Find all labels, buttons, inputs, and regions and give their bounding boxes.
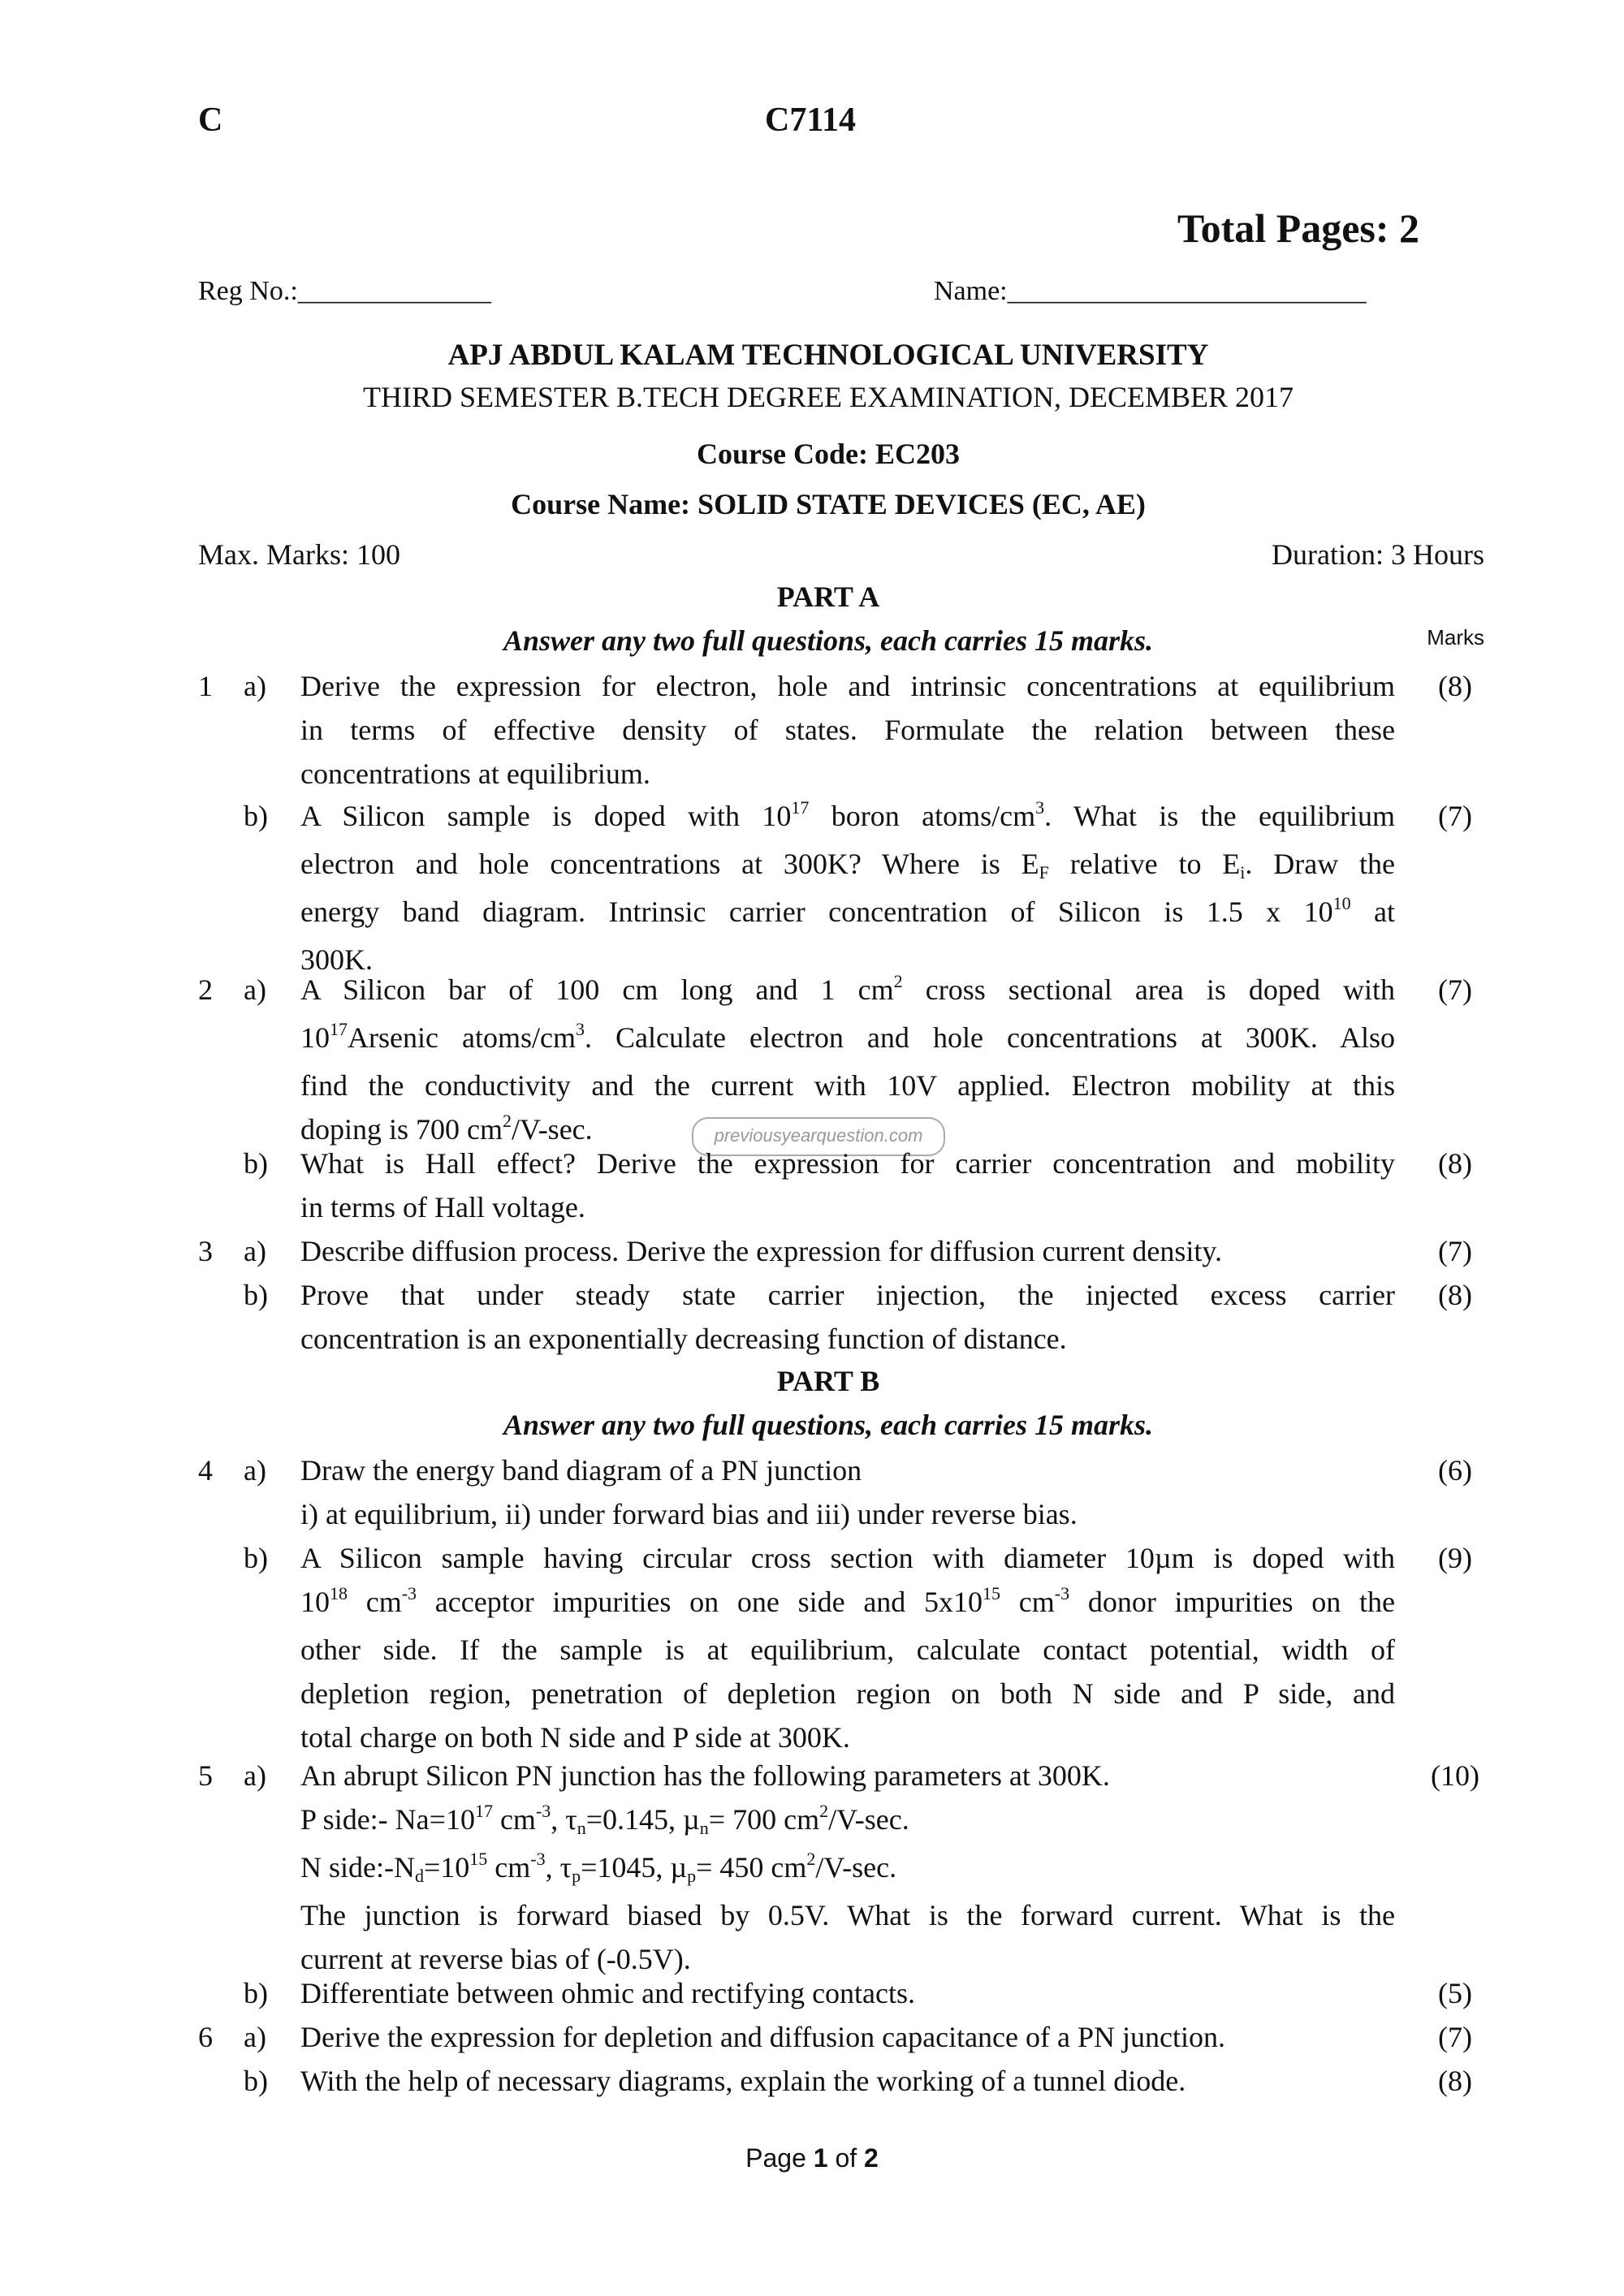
question-number: 3 xyxy=(198,1235,213,1267)
text-run: =0.145, µ xyxy=(585,1803,700,1836)
sub-label: b) xyxy=(244,800,268,832)
question-2b xyxy=(0,1142,1624,1229)
marks-value: (8) xyxy=(1438,2065,1472,2097)
question-5b xyxy=(0,1971,1624,2015)
part-a-heading: PART A xyxy=(776,580,880,613)
duration: Duration: 3 Hours xyxy=(1272,538,1484,571)
question-1b xyxy=(0,794,1624,976)
sub-label: b) xyxy=(244,1977,268,2009)
text-line xyxy=(300,1845,1395,1893)
text-run: Arsenic atoms/cm xyxy=(348,1021,576,1054)
course-name: Course Name: SOLID STATE DEVICES (EC, AE) xyxy=(511,488,1146,520)
question-number: 5 xyxy=(198,1759,213,1792)
superscript: 17 xyxy=(474,1801,493,1821)
name-field: Name:__________________________ xyxy=(934,276,1367,306)
superscript: 18 xyxy=(330,1583,348,1603)
question-3b xyxy=(0,1273,1624,1361)
superscript: -3 xyxy=(401,1583,417,1603)
text-run: . Calculate electron and hole concentrations at 300K. Also xyxy=(584,1021,1395,1054)
course-code: Course Code: EC203 xyxy=(697,438,960,470)
question-number: 6 xyxy=(198,2021,213,2053)
subscript: i xyxy=(1240,862,1246,883)
text-line: What is Hall effect? Derive the expression for carrier concentration and mobility xyxy=(300,1147,1395,1180)
superscript: -3 xyxy=(1054,1583,1070,1603)
question-4b xyxy=(0,1536,1624,1755)
text-line xyxy=(300,968,1395,1016)
text-run: cm xyxy=(487,1851,531,1884)
text-line: The junction is forward biased by 0.5V. What is the forward current. What is the xyxy=(300,1899,1395,1931)
text-run: energy band diagram. Intrinsic carrier concentration of Silicon is 1.5 x 10 xyxy=(300,896,1333,928)
sub-label: b) xyxy=(244,2065,268,2097)
superscript: 2 xyxy=(806,1849,816,1869)
question-text xyxy=(300,1273,1395,1361)
text-line: Prove that under steady state carrier injection, the injected excess carrier xyxy=(300,1279,1395,1311)
superscript: 3 xyxy=(575,1019,585,1039)
university-name: APJ ABDUL KALAM TECHNOLOGICAL UNIVERSITY xyxy=(447,339,1209,372)
subscript: F xyxy=(1039,862,1049,883)
text-run: , τ xyxy=(551,1803,577,1836)
sub-label: a) xyxy=(244,670,266,702)
marks-value: (8) xyxy=(1438,1279,1472,1311)
text-line: Derive the expression for depletion and diffusion capacitance of a PN junction. xyxy=(300,2021,1225,2053)
text-line: Draw the energy band diagram of a PN junction xyxy=(300,1454,862,1487)
text-run: acceptor impurities on one side and 5x10 xyxy=(417,1586,983,1618)
subscript: p xyxy=(687,1866,697,1886)
marks-value: (7) xyxy=(1438,973,1472,1006)
total-page-number: 2 xyxy=(864,2143,879,2173)
text-line: With the help of necessary diagrams, explain the working of a tunnel diode. xyxy=(300,2065,1186,2097)
text-line: Differentiate between ohmic and rectifying contacts. xyxy=(300,1977,916,2009)
question-number: 1 xyxy=(198,670,213,702)
superscript: 2 xyxy=(893,971,903,991)
page-footer xyxy=(0,2143,1624,2173)
text-line xyxy=(300,1016,1395,1064)
question-text xyxy=(300,1448,1395,1536)
question-1a xyxy=(0,664,1624,796)
part-a-instruction: Answer any two full questions, each carries 15 marks. xyxy=(503,624,1154,657)
text-run: =1045, µ xyxy=(581,1851,688,1884)
text-line: find the conductivity and the current with 10V applied. Electron mobility at this xyxy=(300,1069,1395,1102)
text-run: , τ xyxy=(545,1851,572,1884)
text-line: i) at equilibrium, ii) under forward bias and iii) under reverse bias. xyxy=(300,1498,1078,1530)
text-run: = 450 cm xyxy=(696,1851,807,1884)
text-line: A Silicon sample having circular cross section with diameter 10µm is doped with xyxy=(300,1542,1395,1574)
question-6b xyxy=(0,2059,1624,2103)
text-line xyxy=(300,842,1395,890)
subscript: n xyxy=(699,1818,709,1838)
superscript: 17 xyxy=(791,797,810,818)
sub-label: a) xyxy=(244,1759,266,1792)
marks-value: (9) xyxy=(1438,1542,1472,1574)
text-line: concentration is an exponentially decreasing function of distance. xyxy=(300,1323,1067,1355)
question-text xyxy=(300,1229,1395,1273)
text-run: N side:-N xyxy=(300,1851,415,1884)
question-3a xyxy=(0,1229,1624,1273)
text-line: in terms of Hall voltage. xyxy=(300,1191,585,1224)
text-line: Describe diffusion process. Derive the expression for diffusion current density. xyxy=(300,1235,1223,1267)
text-run: =10 xyxy=(423,1851,470,1884)
text-line: An abrupt Silicon PN junction has the following parameters at 300K. xyxy=(300,1759,1110,1792)
sub-label: b) xyxy=(244,1542,268,1574)
superscript: 2 xyxy=(819,1801,829,1821)
superscript: 15 xyxy=(469,1849,488,1869)
marks-value: (6) xyxy=(1438,1454,1472,1487)
question-number: 2 xyxy=(198,973,213,1006)
marks-value: (8) xyxy=(1438,1147,1472,1180)
text-run: P side:- Na=10 xyxy=(300,1803,475,1836)
text-line: concentrations at equilibrium. xyxy=(300,757,650,790)
question-text xyxy=(300,794,1395,982)
subscript: n xyxy=(577,1818,586,1838)
marks-value: (7) xyxy=(1438,800,1472,832)
text-line xyxy=(300,1580,1395,1628)
text-run: = 700 cm xyxy=(708,1803,820,1836)
footer-text: Page xyxy=(745,2143,814,2173)
text-line: current at reverse bias of (-0.5V). xyxy=(300,1943,691,1975)
text-run: cross sectional area is doped with xyxy=(902,973,1395,1006)
text-line xyxy=(300,794,1395,842)
text-line xyxy=(300,890,1395,938)
superscript: -3 xyxy=(530,1849,546,1869)
text-run: cm xyxy=(1000,1586,1055,1618)
reg-no-field: Reg No.:______________ xyxy=(198,276,491,306)
question-5a xyxy=(0,1754,1624,1973)
text-run: . Draw the xyxy=(1245,848,1395,880)
text-run: cm xyxy=(348,1586,402,1618)
question-text xyxy=(300,1536,1395,1759)
max-marks: Max. Marks: 100 xyxy=(198,538,400,571)
text-line: depletion region, penetration of depletion region on both N side and P side, and xyxy=(300,1677,1395,1710)
marks-value: (10) xyxy=(1431,1759,1479,1792)
superscript: 3 xyxy=(1035,797,1045,818)
question-text xyxy=(300,2059,1395,2103)
marks-value: (7) xyxy=(1438,1235,1472,1267)
text-line xyxy=(300,1798,1395,1845)
text-line: total charge on both N side and P side at 300K. xyxy=(300,1721,850,1754)
question-text xyxy=(300,1754,1395,1981)
text-line: in terms of effective density of states. Formulate the relation between these xyxy=(300,714,1395,746)
text-run: doping is 700 cm xyxy=(300,1113,503,1146)
text-run: relative to E xyxy=(1048,848,1241,880)
sub-label: b) xyxy=(244,1147,268,1180)
total-pages: Total Pages: 2 xyxy=(1177,205,1419,251)
question-text xyxy=(300,1971,1395,2015)
sub-label: a) xyxy=(244,1454,266,1487)
watermark: previousyearquestion.com xyxy=(692,1117,945,1156)
superscript: 17 xyxy=(330,1019,348,1039)
text-run: /V-sec. xyxy=(828,1803,909,1836)
text-run: donor impurities on the xyxy=(1069,1586,1395,1618)
superscript: 2 xyxy=(503,1111,512,1131)
part-b-instruction: Answer any two full questions, each carries 15 marks. xyxy=(503,1409,1154,1441)
sub-label: a) xyxy=(244,973,266,1006)
sub-label: a) xyxy=(244,2021,266,2053)
subscript: d xyxy=(414,1866,424,1886)
question-number: 4 xyxy=(198,1454,213,1487)
text-line: Derive the expression for electron, hole and intrinsic concentrations at equilibrium xyxy=(300,670,1395,702)
text-run: electron and hole concentrations at 300K? Where is E xyxy=(300,848,1039,880)
text-run: /V-sec. xyxy=(512,1113,593,1146)
text-run: at xyxy=(1350,896,1395,928)
paper-code: C7114 xyxy=(765,101,857,139)
marks-value: (8) xyxy=(1438,670,1472,702)
text-run: 10 xyxy=(300,1021,330,1054)
text-run: cm xyxy=(492,1803,536,1836)
text-line: other side. If the sample is at equilibrium, calculate contact potential, width of xyxy=(300,1634,1395,1666)
text-run: boron atoms/cm xyxy=(809,800,1036,832)
question-text xyxy=(300,1142,1395,1229)
question-text xyxy=(300,2015,1395,2059)
superscript: 10 xyxy=(1332,893,1351,913)
superscript: 15 xyxy=(983,1583,1001,1603)
sub-label: a) xyxy=(244,1235,266,1267)
question-text xyxy=(300,664,1395,796)
text-line: 300K. xyxy=(300,943,373,976)
marks-value: (7) xyxy=(1438,2021,1472,2053)
series-letter: C xyxy=(198,101,223,139)
footer-text: of xyxy=(827,2143,865,2173)
subscript: p xyxy=(572,1866,581,1886)
sub-label: b) xyxy=(244,1279,268,1311)
text-run: A Silicon bar of 100 cm long and 1 cm xyxy=(300,973,894,1006)
current-page-number: 1 xyxy=(813,2143,828,2173)
text-run: . What is the equilibrium xyxy=(1044,800,1396,832)
marks-value: (5) xyxy=(1438,1977,1472,2009)
question-6a xyxy=(0,2015,1624,2059)
exam-title: THIRD SEMESTER B.TECH DEGREE EXAMINATION, DECEMBER 2017 xyxy=(363,381,1294,413)
marks-column-label: Marks xyxy=(1427,625,1484,650)
question-4a xyxy=(0,1448,1624,1536)
text-run: 10 xyxy=(300,1586,330,1618)
part-b-heading: PART B xyxy=(776,1365,880,1397)
superscript: -3 xyxy=(535,1801,551,1821)
text-run: /V-sec. xyxy=(815,1851,897,1884)
text-run: A Silicon sample is doped with 10 xyxy=(300,800,792,832)
